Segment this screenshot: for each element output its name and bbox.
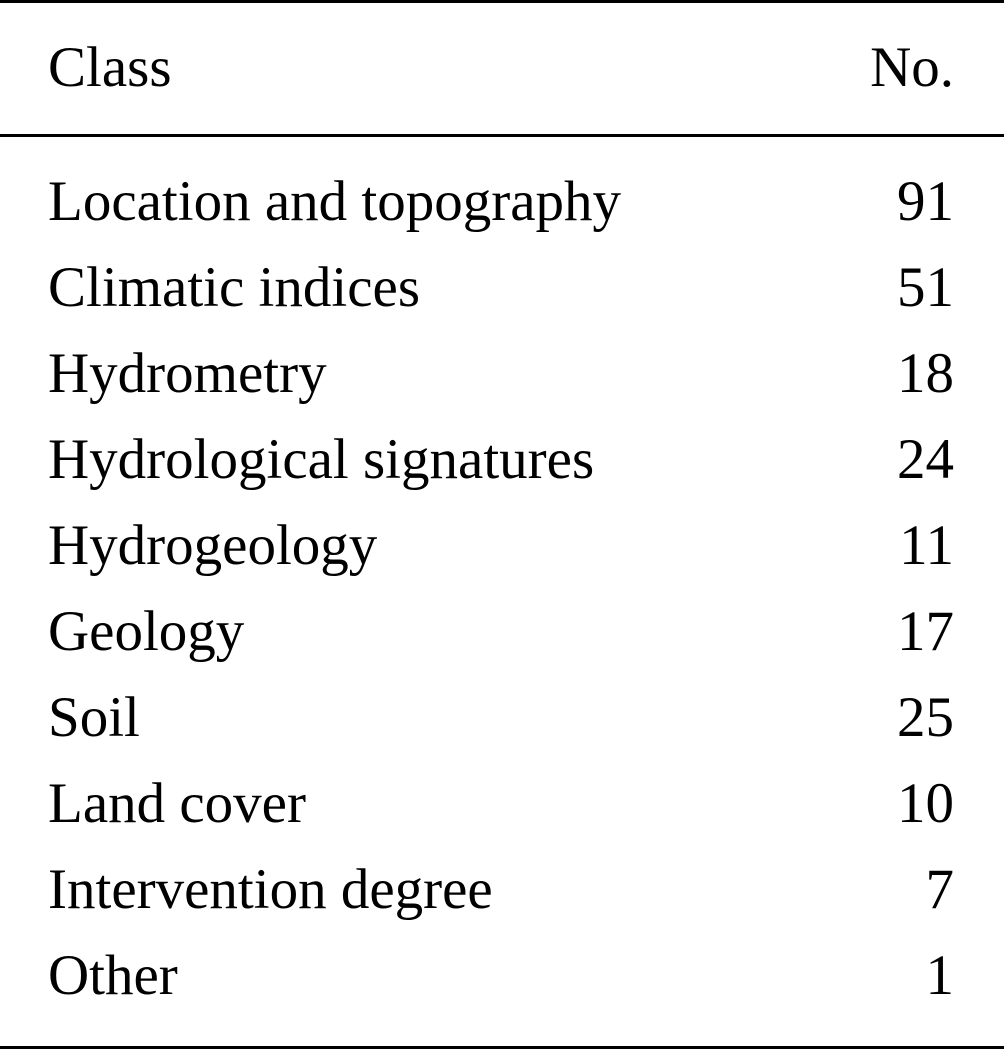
row-class: Location and topography	[48, 170, 622, 233]
row-class: Intervention degree	[48, 858, 493, 921]
row-count: 24	[897, 428, 954, 491]
row-class: Hydrometry	[48, 342, 327, 405]
row-count: 1	[925, 944, 954, 1007]
table-top-rule	[0, 0, 1004, 3]
row-class: Geology	[48, 600, 245, 663]
header-count: No.	[870, 36, 954, 99]
row-count: 7	[925, 858, 954, 921]
table-row	[0, 686, 1004, 775]
table-row	[0, 514, 1004, 603]
table-row	[0, 342, 1004, 431]
table-row	[0, 256, 1004, 345]
table-row	[0, 428, 1004, 517]
table-row	[0, 772, 1004, 861]
row-count: 51	[897, 256, 954, 319]
row-count: 11	[899, 514, 954, 577]
table-row	[0, 170, 1004, 259]
table-header-rule	[0, 134, 1004, 137]
table-row	[0, 858, 1004, 947]
row-count: 91	[897, 170, 954, 233]
row-class: Other	[48, 944, 178, 1007]
row-class: Hydrogeology	[48, 514, 378, 577]
header-class: Class	[48, 36, 172, 99]
table-row	[0, 600, 1004, 689]
row-class: Hydrological signatures	[48, 428, 595, 491]
row-count: 25	[897, 686, 954, 749]
row-class: Land cover	[48, 772, 306, 835]
row-class: Soil	[48, 686, 140, 749]
table-bottom-rule	[0, 1046, 1004, 1049]
row-class: Climatic indices	[48, 256, 421, 319]
row-count: 18	[897, 342, 954, 405]
row-count: 17	[897, 600, 954, 663]
row-count: 10	[897, 772, 954, 835]
table-row	[0, 944, 1004, 1033]
